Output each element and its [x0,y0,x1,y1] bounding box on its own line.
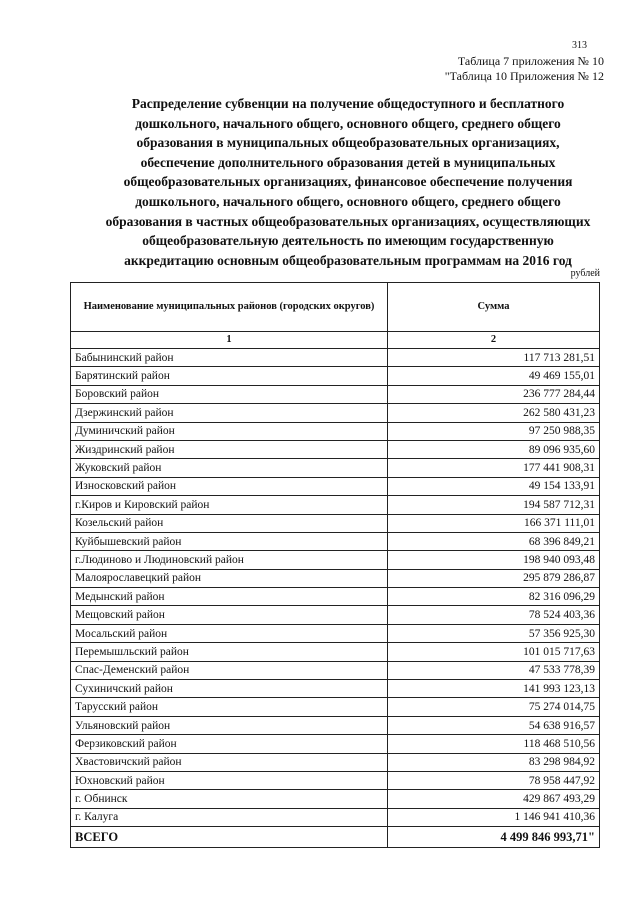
column-number-1: 1 [71,332,388,349]
table-row [71,514,600,532]
district-sum: 54 638 916,57 [388,716,600,734]
district-name: Куйбышевский район [71,532,388,550]
district-sum: 177 441 908,31 [388,459,600,477]
district-name: Перемышльский район [71,643,388,661]
table-row [71,661,600,679]
title-line: дошкольного, начального общего, основного общего, среднего общего [135,115,561,131]
table-row [71,569,600,587]
table-row [71,771,600,789]
district-name: Медынский район [71,588,388,606]
district-name: Дзержинский район [71,404,388,422]
currency-unit: рублей [570,268,600,279]
table-row [71,606,600,624]
district-name: г.Киров и Кировский район [71,496,388,514]
title-line: Распределение субвенции на получение общедоступного и бесплатного [131,96,565,111]
district-sum: 236 777 284,44 [388,385,600,403]
table-header-row [71,283,600,332]
title-line: образования в частных общеобразовательных организациях, осуществляющих [105,213,591,229]
title-line: дошкольного, начального общего, основного общего, среднего общего [135,193,561,209]
table-row [71,551,600,569]
district-name: Козельский район [71,514,388,532]
district-name: Мещовский район [71,606,388,624]
district-sum: 198 940 093,48 [388,551,600,569]
district-sum: 68 396 849,21 [388,532,600,550]
district-name: Думиничский район [71,422,388,440]
document-title [78,94,618,270]
district-name: Юхновский район [71,771,388,789]
table-row [71,404,600,422]
district-name: Хвастовичский район [71,753,388,771]
district-sum: 194 587 712,31 [388,496,600,514]
district-name: г.Людиново и Людиновский район [71,551,388,569]
district-sum: 49 154 133,91 [388,477,600,495]
appendix-line-2: "Таблица 10 Приложения № 12 [444,69,604,83]
district-name: Жиздринский район [71,440,388,458]
table-row [71,643,600,661]
district-sum: 295 879 286,87 [388,569,600,587]
table-row [71,753,600,771]
column-number-2: 2 [388,332,600,349]
table-row [71,735,600,753]
table-row [71,496,600,514]
district-sum: 118 468 510,56 [388,735,600,753]
district-name: г. Обнинск [71,790,388,808]
title-line: общеобразовательную деятельность по имеющим государственную [142,233,554,249]
district-sum: 166 371 111,01 [388,514,600,532]
title-line: обеспечение дополнительного образования детей в муниципальных [140,154,556,170]
district-sum: 82 316 096,29 [388,588,600,606]
total-sum: 4 499 846 993,71" [388,827,600,848]
district-sum: 262 580 431,23 [388,404,600,422]
district-sum: 49 469 155,01 [388,367,600,385]
column-number-row [71,332,600,349]
district-name: Тарусский район [71,698,388,716]
subvention-table [70,282,600,848]
table-row [71,367,600,385]
table-row [71,790,600,808]
table-row [71,698,600,716]
district-name: Жуковский район [71,459,388,477]
district-name: Сухиничский район [71,680,388,698]
district-sum: 78 524 403,36 [388,606,600,624]
district-name: Спас-Деменский район [71,661,388,679]
table-row [71,349,600,367]
district-sum: 89 096 935,60 [388,440,600,458]
table-row [71,477,600,495]
table-row [71,624,600,642]
title-line: общеобразовательных организациях, финансовое обеспечение получения [123,174,573,190]
district-sum: 47 533 778,39 [388,661,600,679]
district-sum: 429 867 493,29 [388,790,600,808]
appendix-line-1: Таблица 7 приложения № 10 [457,54,604,68]
table-row [71,532,600,550]
header-sum: Сумма [388,283,600,332]
district-name: Барятинский район [71,367,388,385]
district-sum: 97 250 988,35 [388,422,600,440]
header-name: Наименование муниципальных районов (городских округов) [71,283,388,332]
district-sum: 78 958 447,92 [388,771,600,789]
table-row [71,440,600,458]
table-row [71,680,600,698]
district-sum: 57 356 925,30 [388,624,600,642]
district-name: Ферзиковский район [71,735,388,753]
district-name: Бабынинский район [71,349,388,367]
district-sum: 117 713 281,51 [388,349,600,367]
total-row [71,827,600,848]
district-sum: 75 274 014,75 [388,698,600,716]
district-name: г. Калуга [71,808,388,826]
district-name: Износковский район [71,477,388,495]
district-sum: 101 015 717,63 [388,643,600,661]
table-row [71,808,600,826]
district-name: Мосальский район [71,624,388,642]
district-sum: 83 298 984,92 [388,753,600,771]
table-row [71,588,600,606]
district-name: Ульяновский район [71,716,388,734]
table-row [71,385,600,403]
page-number: 313 [572,40,587,51]
district-sum: 141 993 123,13 [388,680,600,698]
district-name: Боровский район [71,385,388,403]
total-label: ВСЕГО [71,827,388,848]
district-sum: 1 146 941 410,36 [388,808,600,826]
title-line: аккредитацию основным общеобразовательным программам на 2016 год [124,252,572,268]
table-row [71,716,600,734]
table-row [71,459,600,477]
district-name: Малоярославецкий район [71,569,388,587]
title-line: образования в муниципальных общеобразовательных организациях, [136,135,560,151]
appendix-reference [445,54,604,84]
table-row [71,422,600,440]
